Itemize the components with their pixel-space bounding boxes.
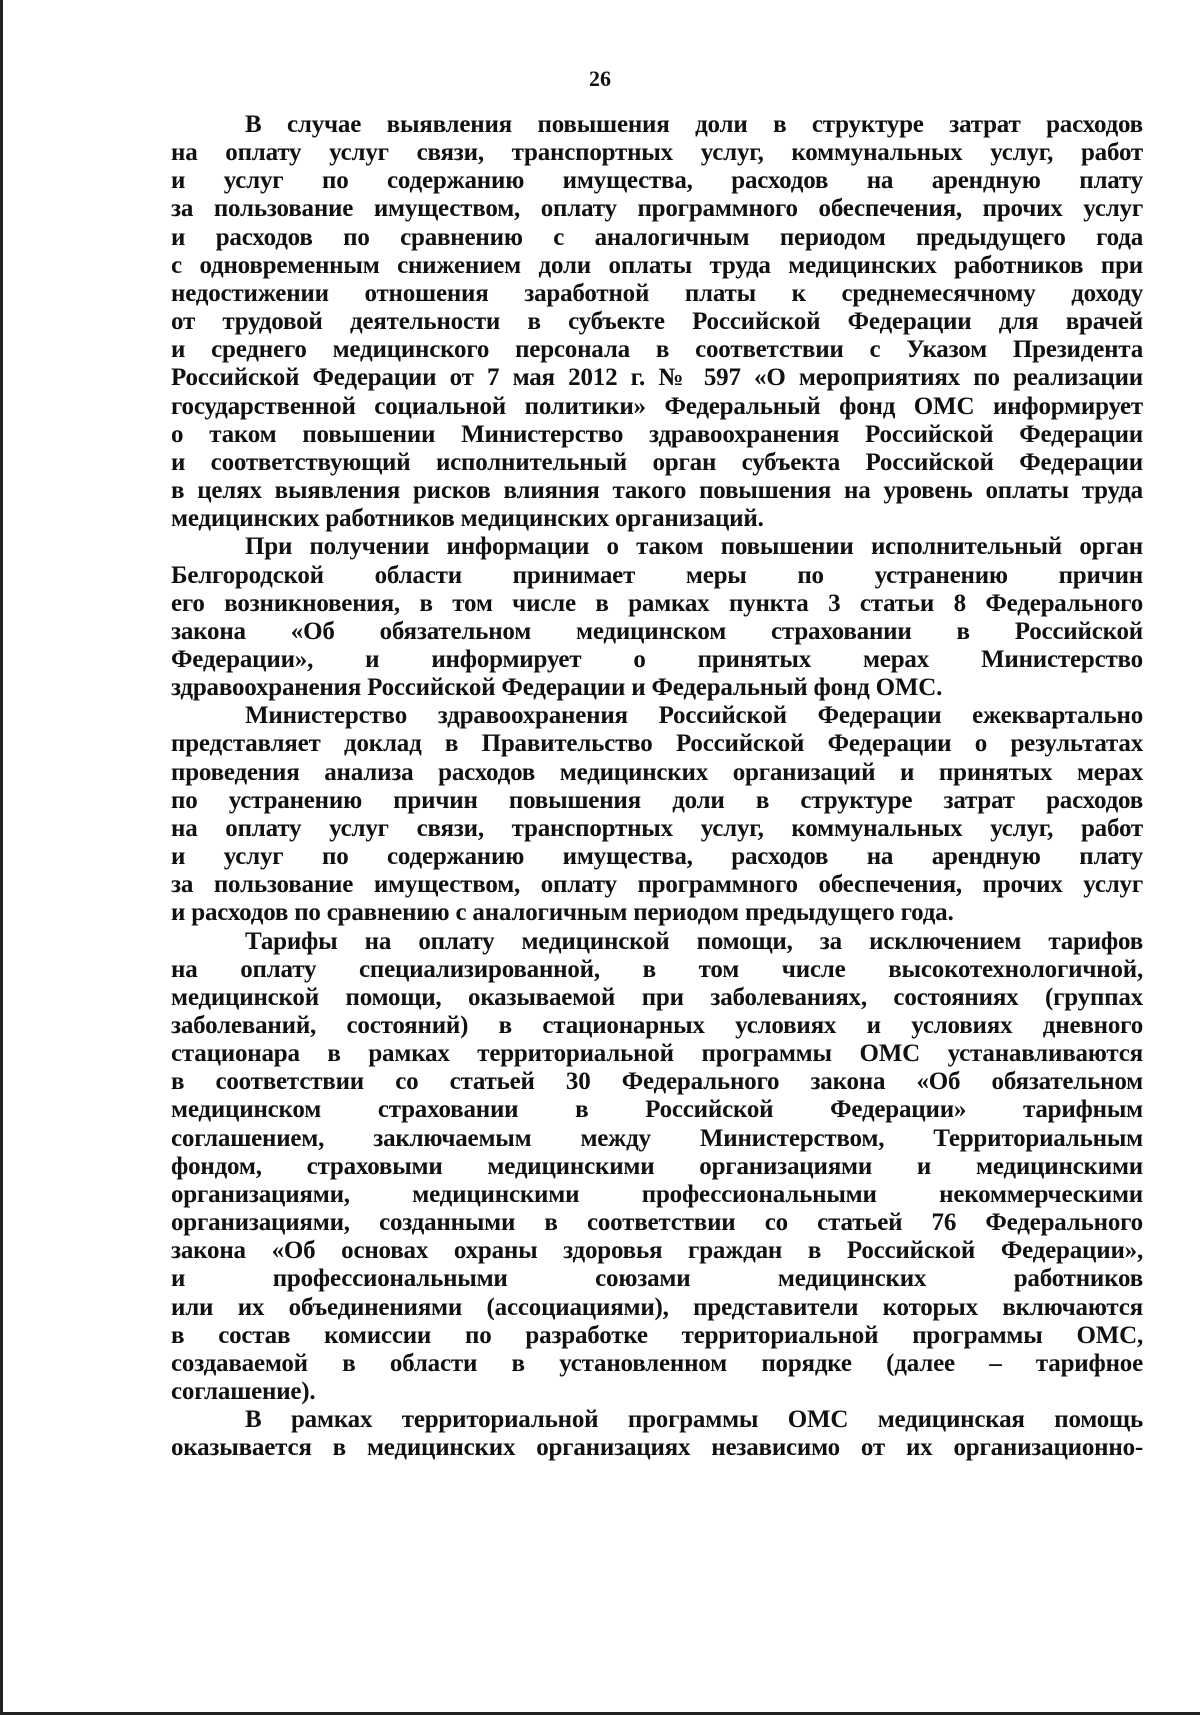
text-line: фондом, страховыми медицинскими организациями и медицинскими: [171, 1152, 1143, 1180]
document-body: [171, 111, 1143, 1463]
text-line: Российской Федерации от 7 мая 2012 г. № 597 «О мероприятиях по реализации: [171, 364, 1143, 392]
text-line: стационара в рамках территориальной программы ОМС устанавливаются: [171, 1040, 1143, 1068]
scan-edge-left: [0, 0, 3, 1715]
paragraph: [171, 533, 1143, 702]
text-line: и среднего медицинского персонала в соответствии с Указом Президента: [171, 336, 1143, 364]
text-line: В рамках территориальной программы ОМС медицинская помощь: [245, 1406, 1143, 1434]
text-line: медицинской помощи, оказываемой при заболеваниях, состояниях (группах: [171, 983, 1143, 1011]
paragraph: [171, 928, 1143, 1407]
text-line: его возникновения, в том числе в рамках пункта 3 статьи 8 Федерального: [171, 589, 1143, 617]
text-line: и услуг по содержанию имущества, расходов на арендную плату: [171, 843, 1143, 871]
text-line: Министерство здравоохранения Российской Федерации ежеквартально: [245, 702, 1143, 730]
paragraph: [171, 1406, 1143, 1462]
text-line: с одновременным снижением доли оплаты труда медицинских работников при: [171, 251, 1143, 279]
text-line: и расходов по сравнению с аналогичным периодом предыдущего года.: [171, 899, 954, 927]
paragraph: [171, 702, 1143, 927]
text-line: Белгородской области принимает меры по устранению причин: [171, 561, 1143, 589]
text-line: на оплату специализированной, в том числе высокотехнологичной,: [171, 955, 1143, 983]
page-number: 26: [589, 66, 611, 91]
text-line: соглашением, заключаемым между Министерством, Территориальным: [171, 1124, 1143, 1152]
text-line: В случае выявления повышения доли в структуре затрат расходов: [245, 111, 1143, 138]
text-line: представляет доклад в Правительство Российской Федерации о результатах: [171, 730, 1143, 758]
text-line: на оплату услуг связи, транспортных услуг, коммунальных услуг, работ: [171, 139, 1143, 167]
text-line: и услуг по содержанию имущества, расходов на арендную плату: [171, 167, 1143, 195]
text-line: проведения анализа расходов медицинских организаций и принятых мерах: [171, 758, 1143, 786]
text-line: организациями, созданными в соответствии со статьей 76 Федерального: [171, 1209, 1143, 1237]
text-line: создаваемой в области в установленном порядке (далее – тарифное: [171, 1349, 1143, 1377]
text-line: Федерации», и информирует о принятых мерах Министерство: [171, 645, 1143, 673]
text-line: о таком повышении Министерство здравоохранения Российской Федерации: [171, 420, 1143, 448]
text-line: медицинском страховании в Российской Федерации» тарифным: [171, 1096, 1143, 1124]
paragraph: [171, 111, 1143, 533]
text-line: закона «Об обязательном медицинском страховании в Российской: [171, 617, 1143, 645]
text-line: Тарифы на оплату медицинской помощи, за исключением тарифов: [245, 927, 1143, 955]
text-line: организациями, медицинскими профессиональными некоммерческими: [171, 1180, 1143, 1208]
text-line: здравоохранения Российской Федерации и Федеральный фонд ОМС.: [171, 674, 943, 702]
text-line: недостижении отношения заработной платы к среднемесячному доходу: [171, 279, 1143, 307]
text-line: государственной социальной политики» Федеральный фонд ОМС информирует: [171, 392, 1143, 420]
text-line: закона «Об основах охраны здоровья граждан в Российской Федерации»,: [171, 1237, 1143, 1265]
text-line: и соответствующий исполнительный орган субъекта Российской Федерации: [171, 448, 1143, 476]
text-line: и расходов по сравнению с аналогичным периодом предыдущего года: [171, 223, 1143, 251]
text-line: и профессиональными союзами медицинских работников: [171, 1265, 1143, 1293]
text-line: от трудовой деятельности в субъекте Российской Федерации для врачей: [171, 308, 1143, 336]
text-line: заболеваний, состояний) в стационарных условиях и условиях дневного: [171, 1012, 1143, 1039]
text-line: по устранению причин повышения доли в структуре затрат расходов: [171, 786, 1143, 814]
text-line: медицинских работников медицинских организаций.: [171, 505, 764, 533]
text-line: за пользование имуществом, оплату программного обеспечения, прочих услуг: [171, 871, 1143, 899]
text-line: в состав комиссии по разработке территориальной программы ОМС,: [171, 1321, 1143, 1349]
text-line: соглашение).: [171, 1378, 316, 1406]
text-line: или их объединениями (ассоциациями), представители которых включаются: [171, 1293, 1143, 1321]
text-line: на оплату услуг связи, транспортных услуг, коммунальных услуг, работ: [171, 814, 1143, 842]
text-line: в целях выявления рисков влияния такого повышения на уровень оплаты труда: [171, 477, 1143, 505]
text-line: за пользование имуществом, оплату программного обеспечения, прочих услуг: [171, 195, 1143, 223]
text-line: При получении информации о таком повышении исполнительный орган: [245, 533, 1143, 561]
text-line: в соответствии со статьей 30 Федерального закона «Об обязательном: [171, 1068, 1143, 1096]
text-line: оказывается в медицинских организациях независимо от их организационно-: [171, 1434, 1143, 1462]
